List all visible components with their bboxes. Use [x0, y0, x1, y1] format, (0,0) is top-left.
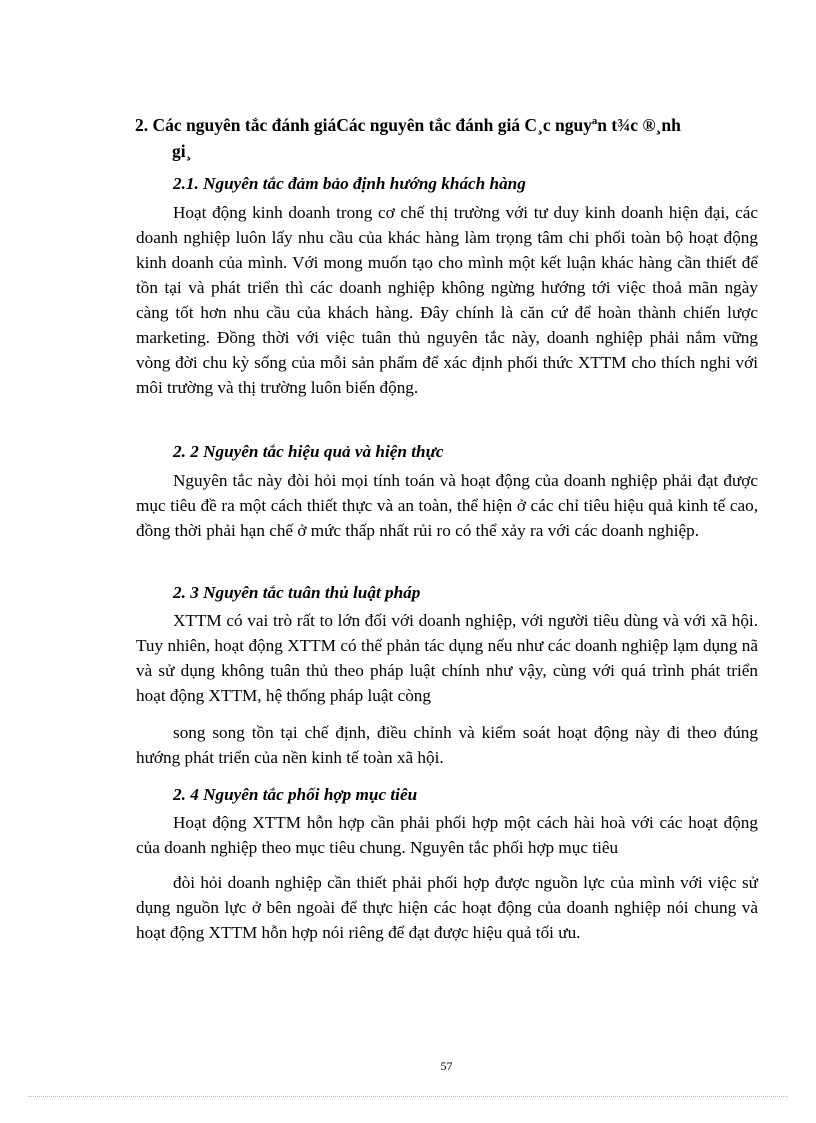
- section-heading-line1: 2. Các nguyên tắc đánh giáCác nguyên tắc đánh giá C¸c nguyªn t¾c ®¸nh: [135, 115, 681, 135]
- section-heading: [135, 112, 765, 164]
- paragraph: XTTM có vai trò rất to lớn đối với doanh nghiệp, với người tiêu dùng và với xã hội. Tuy nhiên, hoạt động XTTM có thể phản tác dụng nếu như các doanh nghiệp lạm dụng nã và sử dụng không tuân thủ theo pháp luật chính như vậy, cùng với quá trình phát triển hoạt động XTTM, hệ thống pháp luật còng: [136, 611, 758, 705]
- subsection-body-2-1: [136, 200, 758, 400]
- page-bottom-rule: [28, 1096, 788, 1097]
- paragraph: song song tồn tại chế định, điều chỉnh và kiểm soát hoạt động này đi theo đúng hướng phát triển của nền kinh tế toàn xã hội.: [136, 723, 758, 767]
- section-heading-line2: gi¸: [172, 141, 192, 161]
- paragraph: đòi hỏi doanh nghiệp cần thiết phải phối hợp được nguồn lực của mình với việc sử dụng nguồn lực ở bên ngoài để thực hiện các hoạt động của doanh nghiệp nói chung và hoạt động XTTM hỗn hợp nói riêng để đạt được hiệu quả tối ưu.: [136, 873, 758, 942]
- subsection-body-2-2: [136, 468, 758, 543]
- subsection-body-2-4b: [136, 870, 758, 945]
- subsection-body-2-3a: [136, 608, 758, 708]
- page-number: 57: [440, 1059, 453, 1073]
- subsection-body-2-3b: [136, 720, 758, 770]
- subsection-body-2-4a: [136, 810, 758, 860]
- subsection-title-2-2: 2. 2 Nguyên tắc hiệu quả và hiện thực: [173, 442, 444, 461]
- subsection-title-2-4: 2. 4 Nguyên tắc phối hợp mục tiêu: [173, 785, 418, 804]
- paragraph: Hoạt động XTTM hỗn hợp cần phải phối hợp một cách hài hoà với các hoạt động của doanh nghiệp theo mục tiêu chung. Nguyên tắc phối hợp mục tiêu: [136, 813, 758, 857]
- paragraph: Hoạt động kinh doanh trong cơ chế thị trường với tư duy kinh doanh hiện đại, các doanh nghiệp luôn lấy nhu cầu của khác hàng làm trọng tâm chi phối toàn bộ hoạt động kinh doanh của mình. Với mong muốn tạo cho mình một kết luận khác hàng cần thiết để tồn tại và phát triển thì các doanh nghiệp không ngừng hướng tới việc thoả mãn ngày càng tốt hơn nhu cầu của khách hàng. Đây chính là căn cứ để hoàn thành chiến lược marketing. Đồng thời với việc tuân thủ nguyên tắc này, doanh nghiệp phải nắm vững vòng đời chu kỳ sống của mỗi sản phẩm để xác định phối thức XTTM cho thích nghi với môi trường và thị trường luôn biến động.: [136, 203, 758, 397]
- subsection-title-2-1: 2.1. Nguyên tắc đảm bảo định hướng khách hàng: [173, 174, 526, 193]
- subsection-title-2-3: 2. 3 Nguyên tắc tuân thủ luật pháp: [173, 583, 421, 602]
- paragraph: Nguyên tắc này đòi hỏi mọi tính toán và hoạt động của doanh nghiệp phải đạt được mục tiêu đề ra một cách thiết thực và an toàn, thể hiện ở các chỉ tiêu hiệu quả kinh tế cao, đồng thời phải hạn chế ở mức thấp nhất rủi ro có thể xảy ra với các doanh nghiệp.: [136, 471, 758, 540]
